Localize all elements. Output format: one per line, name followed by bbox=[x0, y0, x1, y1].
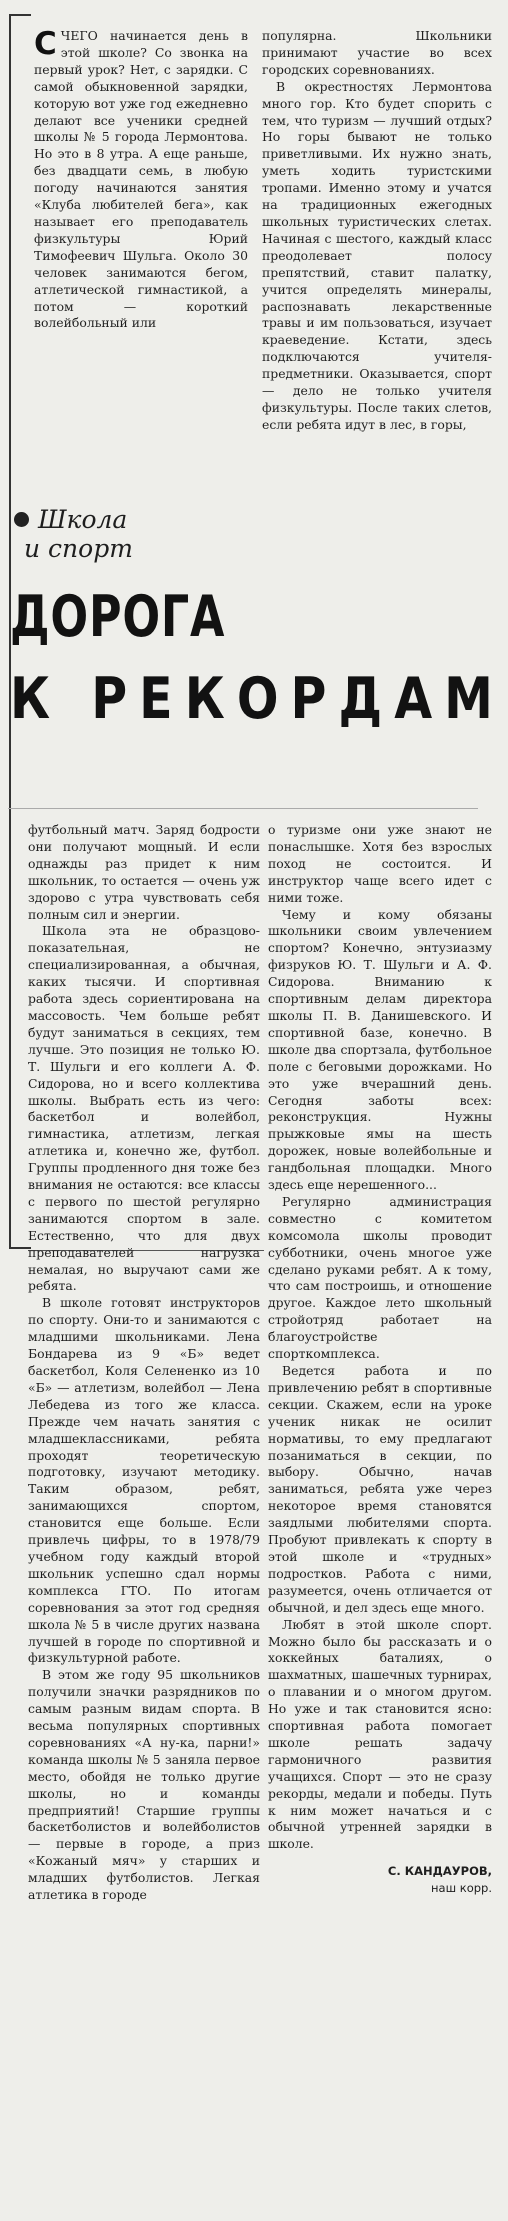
headline-line-1: ДОРОГА bbox=[10, 584, 226, 650]
article-column-top-left bbox=[34, 28, 248, 498]
article-paragraph: Чему и кому обязаны школьники своим увлечением спортом? Конечно, энтузиазму физруков Ю. Т. Шульги и А. Ф. Сидорова. Вниманию к спортивным делам директора школы П. В. Данишевского. И спортивной базе, конечно. В школе два спортзала, футбольное поле с беговыми дорожками. Но это уже вчерашний день. Сегодня заботы всех: реконструкция. Нужны прыжковые ямы на шесть дорожек, новые волейбольные и гандбольная площадки. Много здесь еще нерешенного... bbox=[268, 906, 492, 1193]
article-paragraph: Регулярно администрация совместно с комитетом комсомола школы проводит субботники, очень многое уже сделано руками ребят. А к тому, что сам построишь, и отношение другое. Каждое лето школьный стройотряд работает на благоустройстве спорткомплекса. bbox=[268, 1193, 492, 1362]
article-paragraph: В этом же году 95 школьников получили значки разрядников по самым разным видам спорта. В весьма популярных спортивных соревнованиях «А ну-ка, парни!» команда школы № 5 заняла первое место, обойдя не только другие школы, но и команды предприятий! Старшие группы баскетболистов и волейболистов — первые в городе, а приз «Кожаный мяч» у старших и младших футболистов. Легкая атлетика в городе bbox=[28, 1667, 260, 1903]
article-column-top-right bbox=[262, 28, 492, 588]
article-paragraph: Школа эта не образцово-показательная, не специализированная, а обычная, каких тысячи. И спортивная работа здесь сориентирована на массовость. Чем больше ребят будут заниматься в секциях, тем лучше. Это позиция не только Ю. Т. Шульги и его коллеги А. Ф. Сидорова, но и всего коллектива школы. Выбрать есть из чего: баскетбол и волейбол, гимнастика, атлетизм, легкая атлетика и, конечно же, футбол. Группы продленного дня тоже без внимания не остаются: все классы с первого по шестой регулярно занимаются спортом в зале. Естественно, что для двух преподавателей нагрузка немалая, но выручают сами же ребята. bbox=[28, 923, 260, 1294]
section-rubric bbox=[14, 505, 244, 563]
article-frame-top bbox=[9, 14, 31, 16]
article-paragraph: футбольный матч. Заряд бодрости они получают мощный. И если однажды раз придет к ним школьник, то остается — очень уж здорово с утра чувствовать себя полным сил и энергии. bbox=[28, 822, 260, 922]
article-paragraph: СЧЕГО начинается день в этой школе? Со звонка на первый урок? Нет, с зарядки. С самой обыкновенной зарядки, которую вот уже год ежедневно делают все ученики средней школы № 5 города Лермонтова. Но это в 8 утра. А еще раньше, без двадцати семь, в любую погоду начинаются занятия «Клуба любителей бега», как называет его преподаватель физкультуры Юрий Тимофеевич Шульга. Около 30 человек занимаются бегом, атлетической гимнастикой, а потом — короткий волейбольный или bbox=[34, 28, 248, 331]
article-paragraph: Ведется работа и по привлечению ребят в спортивные секции. Скажем, если на уроке ученик никак не осилит нормативы, то ему предлагают позаниматься в секции, по выбору. Обычно, начав заниматься, ребята уже через некоторое время становятся заядлыми любителями спорта. Пробуют привлекать к спорту в этой школе и «трудных» подростков. Работа с ними, разумеется, очень отличается от обычной, и дел здесь еще много. bbox=[268, 1363, 492, 1615]
rubric-line-2: и спорт bbox=[24, 534, 133, 563]
author-signature: С. КАНДАУРОВ, bbox=[387, 1864, 492, 1879]
article-paragraph: о туризме они уже знают не понаслышке. Хотя без взрослых поход не состоится. И инструктор чаще всего идет с ними тоже. bbox=[268, 822, 492, 905]
article-headline bbox=[10, 584, 505, 732]
article-paragraph: Любят в этой школе спорт. Можно было бы рассказать и о хоккейных баталиях, о шахматных, шашечных турнирах, о плавании и о многом другом. Но уже и так становится ясно: спортивная работа помогает школе решать задачу гармоничного развития учащихся. Спорт — это не сразу рекорды, медали и победы. Путь к ним может начаться и с обычной утренней зарядки в школе. bbox=[268, 1616, 492, 1852]
article-paragraph: В школе готовят инструкторов по спорту. Они-то и занимаются с младшими школьниками. Лена Бондарева из 9 «Б» ведет баскетбол, Коля Селененко из 10 «Б» — атлетизм, волейбол — Лена Лебедева из того же класса. Прежде чем начать занятия с младшеклассниками, ребята проходят теоретическую подготовку, изучают методику. Таким образом, ребят, занимающихся спортом, становится еще больше. Если привлечь цифры, то в 1978/79 учебном году каждый второй школьник успешно сдал нормы комплекса ГТО. По итогам соревнования за этот год средняя школа № 5 в числе других названа лучшей в городе по спортивной и физкультурной работе. bbox=[28, 1295, 260, 1666]
headline-line-2: К РЕКОРДАМ bbox=[10, 666, 505, 732]
article-paragraph: популярна. Школьники принимают участие во всех городских соревнованиях. bbox=[262, 28, 492, 77]
author-role: наш корр. bbox=[431, 1881, 492, 1896]
article-column-bottom-left bbox=[28, 822, 260, 2214]
headline-rule bbox=[8, 808, 478, 809]
drop-cap: С bbox=[34, 28, 57, 62]
article-column-bottom-right bbox=[268, 822, 492, 2214]
article-paragraph: В окрестностях Лермонтова много гор. Кто будет спорить с тем, что туризм — лучший отдых? Но горы бывают не только приветливыми. Их нужно знать, уметь ходить туристскими тропами. Именно этому и учатся на традиционных ежегодных школьных туристических слетах. Начиная с шестого, каждый класс преодолевает полосу препятствий, ставит палатку, учится определять минералы, распознавать лекарственные травы и им пользоваться, изучает краеведение. Кстати, здесь подключаются учителя-предметники. Оказывается, спорт — дело не только учителя физкультуры. После таких слетов, если ребята идут в лес, в горы, bbox=[262, 78, 492, 432]
bullet-icon bbox=[14, 512, 29, 527]
rubric-line-1: Школа bbox=[38, 505, 128, 534]
